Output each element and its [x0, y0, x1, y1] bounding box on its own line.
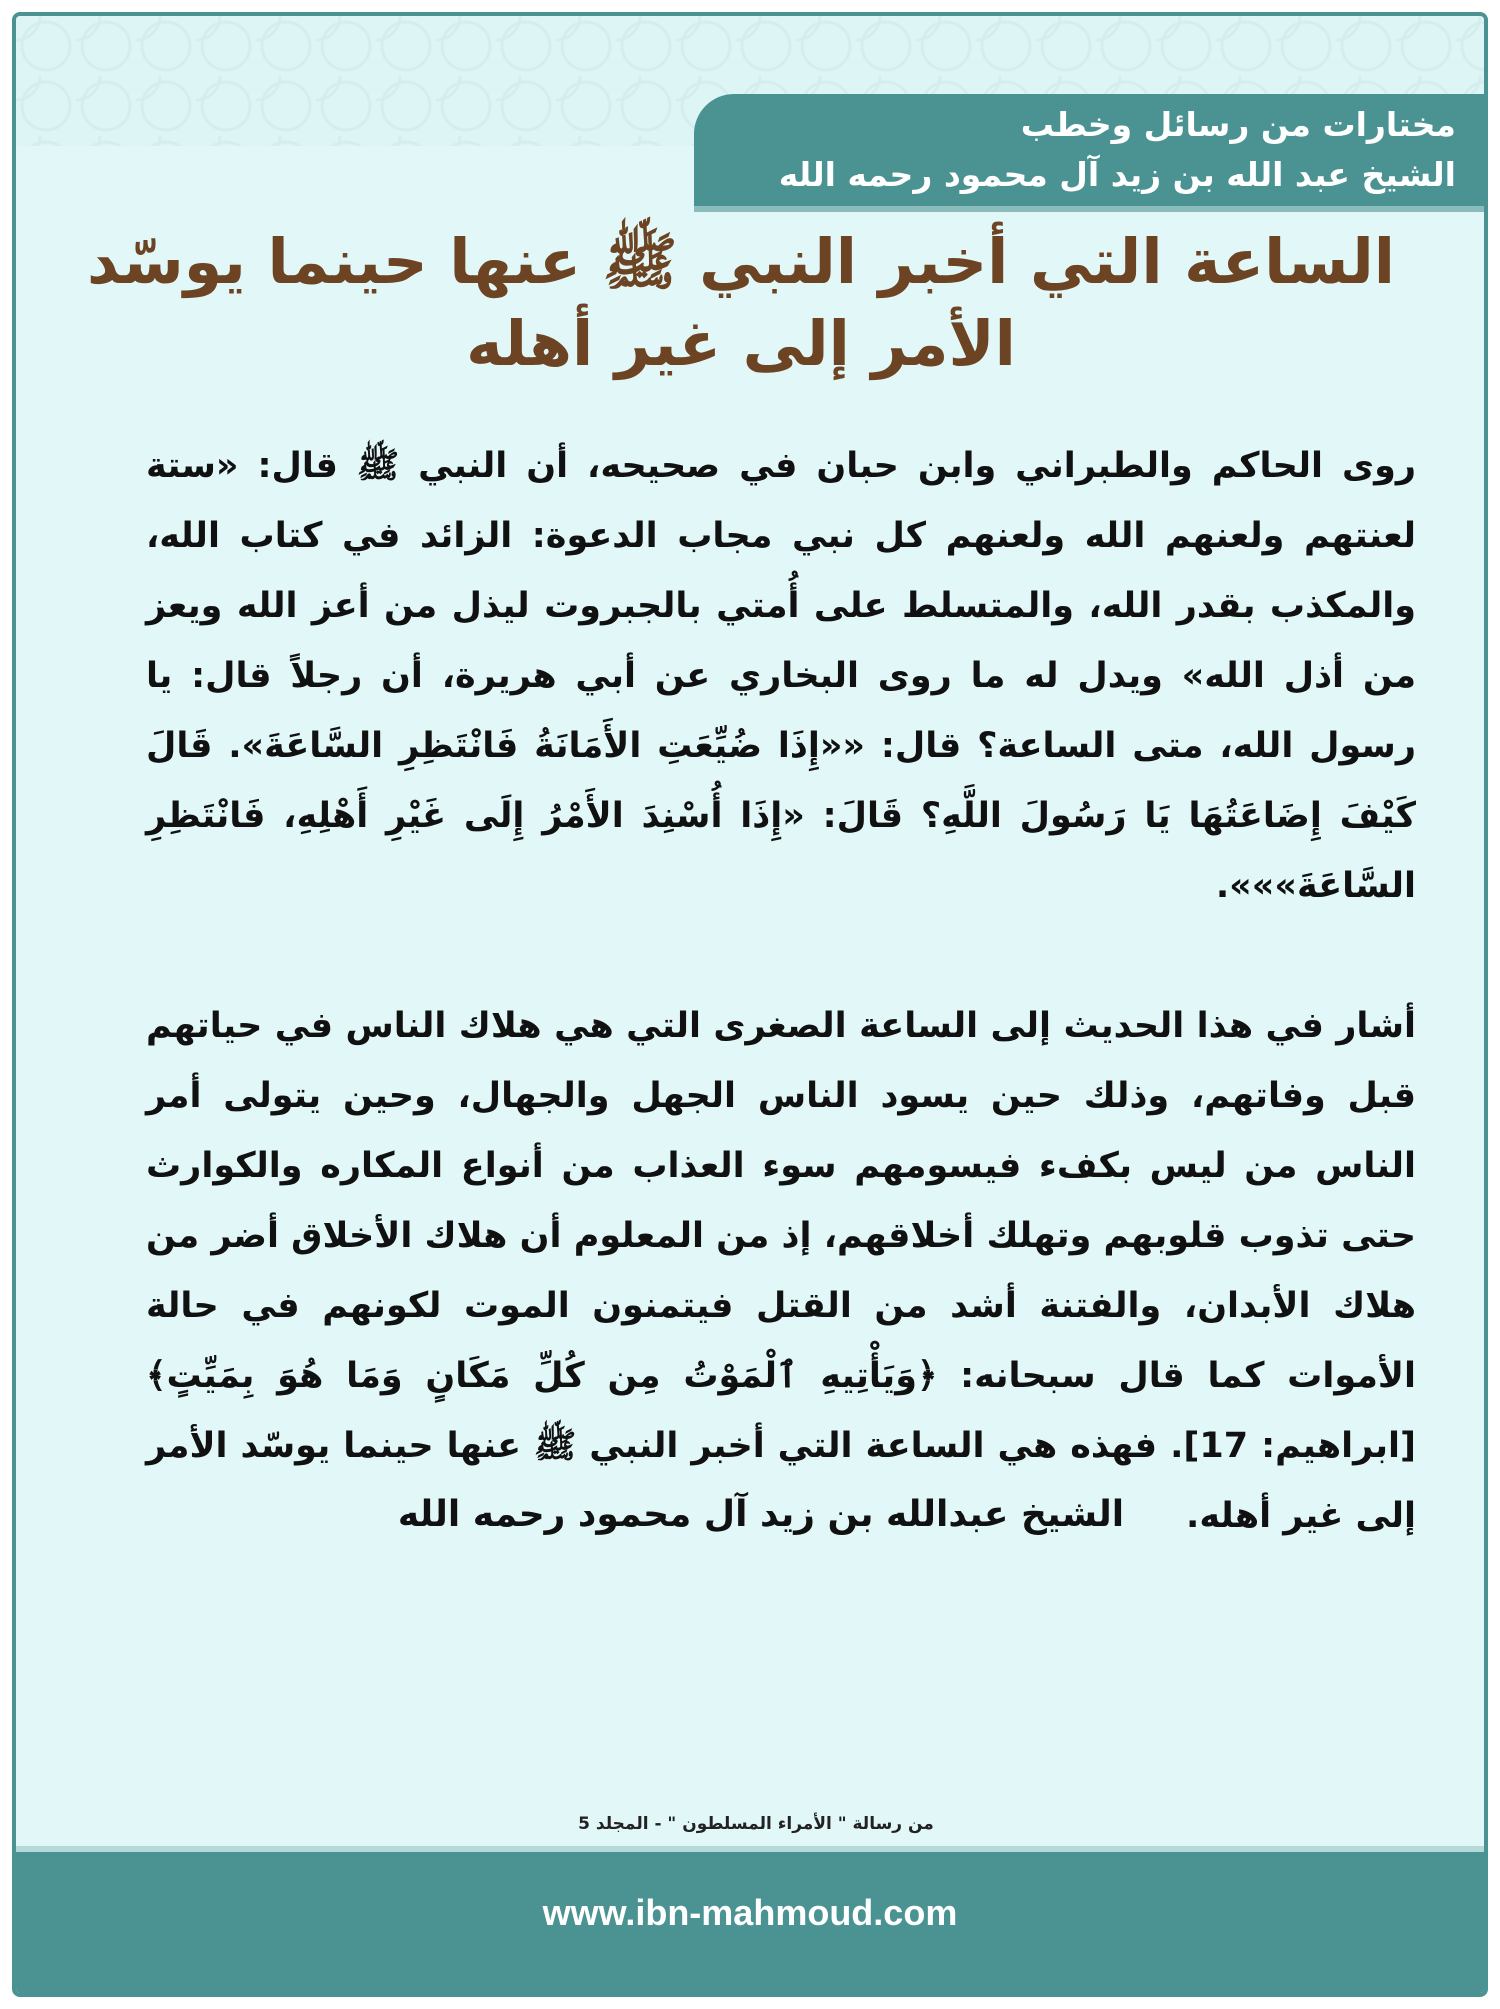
series-title: مختارات من رسائل وخطب: [1020, 105, 1456, 144]
title-line-1: الساعة التي أخبر النبي ﷺ عنها حينما يوسّد: [86, 225, 1396, 298]
author-signature: الشيخ عبدالله بن زيد آل محمود رحمه الله: [397, 1494, 1125, 1535]
source-note: من رسالة " الأمراء المسلطون " - المجلد 5: [578, 1814, 934, 1834]
paragraph-2: أشار في هذا الحديث إلى الساعة الصغرى التي هي هلاك الناس في حياتهم قبل وفاتهم، وذلك حين يسود الناس الجهل والجهال، وحين يتولى أمر الناس من ليس بكفء فيسومهم سوء العذاب من أنواع المكاره والكوارث حتى تذوب قلوبهم وتهلك أخلاقهم، إذ من المعلوم أن هلاك الأخلاق أضر من هلاك الأبدان، والفتنة أشد من القتل فيتمنون الموت لكونهم في حالة الأموات كما قال سبحانه: ﴿وَيَأْتِيهِ ٱلْمَوْتُ مِن كُلِّ مَكَانٍ وَمَا هُوَ بِمَيِّتٍ﴾ [ابراهيم: 17]. فهذه هي الساعة التي أخبر النبي ﷺ عنها حينما يوسّد الأمر إلى غير أهله.: [146, 1006, 1417, 1536]
footer-bar: [16, 1846, 1484, 1993]
website-link[interactable]: www.ibn-mahmoud.com: [542, 1892, 958, 1933]
paragraph-1: روى الحاكم والطبراني وابن حبان في صحيحه، أن النبي ﷺ قال: «ستة لعنتهم ولعنهم الله ولعنهم كل نبي مجاب الدعوة: الزائد في كتاب الله، والمكذب بقدر الله، والمتسلط على أُمتي بالجبروت ليذل من أعز الله ويعز من أذل الله» ويدل له ما روى البخاري عن أبي هريرة، أن رجلاً قال: يا رسول الله، متى الساعة؟ قال: ««إِذَا ضُيِّعَتِ الأَمَانَةُ فَانْتَظِرِ السَّاعَةَ». قَالَ كَيْفَ إِضَاعَتُهَا يَا رَسُولَ اللَّهِ؟ قَالَ: «إِذَا أُسْنِدَ الأَمْرُ إِلَى غَيْرِ أَهْلِهِ، فَانْتَظِرِ السَّاعَةَ»»».: [146, 446, 1416, 906]
article-body: [146, 431, 1416, 1551]
title-line-2: الأمر إلى غير أهله: [466, 307, 1016, 380]
series-header: [694, 94, 1484, 212]
author-header: الشيخ عبد الله بن زيد آل محمود رحمه الله: [778, 155, 1456, 194]
article-title: [76, 221, 1406, 385]
page-frame: [12, 12, 1488, 1997]
